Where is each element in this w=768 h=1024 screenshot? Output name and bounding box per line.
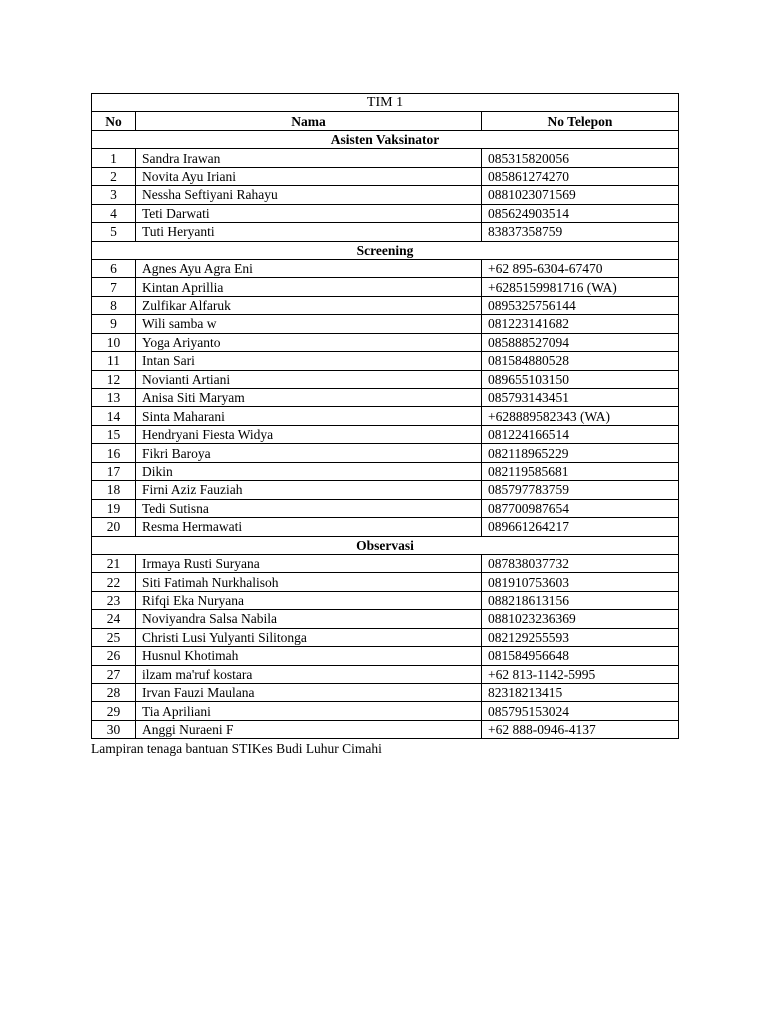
table-row [92,628,679,646]
row-name: Siti Fatimah Nurkhalisoh [136,573,482,591]
row-name: Irvan Fauzi Maulana [136,684,482,702]
row-number: 27 [92,665,136,683]
row-number: 26 [92,647,136,665]
row-number: 9 [92,315,136,333]
row-phone: 082129255593 [482,628,679,646]
header-name: Nama [136,112,482,130]
table-row [92,389,679,407]
row-name: Hendryani Fiesta Widya [136,425,482,443]
table-row [92,167,679,185]
table-row [92,259,679,277]
row-number: 8 [92,296,136,314]
row-name: Fikri Baroya [136,444,482,462]
table-row [92,315,679,333]
row-phone: +62 888-0946-4137 [482,720,679,738]
row-phone: +62 895-6304-67470 [482,259,679,277]
row-number: 10 [92,333,136,351]
row-number: 1 [92,149,136,167]
row-name: Sinta Maharani [136,407,482,425]
table-row [92,278,679,296]
row-phone: 0881023236369 [482,610,679,628]
row-name: Sandra Irawan [136,149,482,167]
row-name: Irmaya Rusti Suryana [136,554,482,572]
row-name: ilzam ma'ruf kostara [136,665,482,683]
row-phone: 83837358759 [482,223,679,241]
table-row [92,223,679,241]
row-phone: 085861274270 [482,167,679,185]
header-no: No [92,112,136,130]
table-row [92,702,679,720]
table-row [92,518,679,536]
row-name: Tuti Heryanti [136,223,482,241]
row-phone: 087838037732 [482,554,679,572]
section-title: Asisten Vaksinator [92,130,679,148]
row-phone: 085795153024 [482,702,679,720]
row-number: 5 [92,223,136,241]
row-number: 22 [92,573,136,591]
table-row [92,425,679,443]
row-phone: 081223141682 [482,315,679,333]
table-row [92,591,679,609]
row-number: 4 [92,204,136,222]
row-number: 11 [92,352,136,370]
table-row [92,647,679,665]
row-phone: 0895325756144 [482,296,679,314]
row-name: Dikin [136,462,482,480]
row-phone: 088218613156 [482,591,679,609]
section-row [92,130,679,148]
document-body [91,93,678,757]
section-title: Screening [92,241,679,259]
table-row [92,499,679,517]
row-phone: +62 813-1142-5995 [482,665,679,683]
row-number: 2 [92,167,136,185]
row-number: 21 [92,554,136,572]
row-name: Resma Hermawati [136,518,482,536]
row-number: 14 [92,407,136,425]
row-name: Anggi Nuraeni F [136,720,482,738]
row-number: 19 [92,499,136,517]
row-phone: 085797783759 [482,481,679,499]
row-name: Noviyandra Salsa Nabila [136,610,482,628]
row-name: Rifqi Eka Nuryana [136,591,482,609]
row-name: Yoga Ariyanto [136,333,482,351]
row-phone: 087700987654 [482,499,679,517]
footnote: Lampiran tenaga bantuan STIKes Budi Luhur Cimahi [91,741,382,757]
table-row [92,684,679,702]
row-phone: 085315820056 [482,149,679,167]
table-row [92,720,679,738]
row-number: 12 [92,370,136,388]
section-row [92,241,679,259]
row-number: 20 [92,518,136,536]
table-row [92,296,679,314]
table-row [92,407,679,425]
table-row [92,481,679,499]
row-name: Zulfikar Alfaruk [136,296,482,314]
row-phone: 081224166514 [482,425,679,443]
table-row [92,665,679,683]
row-phone: 82318213415 [482,684,679,702]
row-name: Tedi Sutisna [136,499,482,517]
row-number: 13 [92,389,136,407]
row-number: 28 [92,684,136,702]
row-name: Agnes Ayu Agra Eni [136,259,482,277]
table-row [92,462,679,480]
table-body [92,130,679,738]
row-phone: 089661264217 [482,518,679,536]
table-row [92,204,679,222]
row-number: 25 [92,628,136,646]
table-header-row [92,112,679,130]
table-row [92,554,679,572]
row-name: Tia Apriliani [136,702,482,720]
table-row [92,333,679,351]
row-phone: 085793143451 [482,389,679,407]
team-table [91,93,679,739]
row-name: Nessha Seftiyani Rahayu [136,186,482,204]
row-phone: +6285159981716 (WA) [482,278,679,296]
row-number: 18 [92,481,136,499]
row-name: Husnul Khotimah [136,647,482,665]
table-title-row [92,94,679,112]
row-number: 3 [92,186,136,204]
row-name: Wili samba w [136,315,482,333]
section-title: Observasi [92,536,679,554]
row-name: Novita Ayu Iriani [136,167,482,185]
row-number: 23 [92,591,136,609]
row-phone: 089655103150 [482,370,679,388]
row-name: Kintan Aprillia [136,278,482,296]
row-phone: 082119585681 [482,462,679,480]
table-row [92,444,679,462]
row-phone: 085888527094 [482,333,679,351]
row-name: Anisa Siti Maryam [136,389,482,407]
row-number: 17 [92,462,136,480]
row-phone: 0881023071569 [482,186,679,204]
row-number: 15 [92,425,136,443]
row-name: Novianti Artiani [136,370,482,388]
row-number: 7 [92,278,136,296]
table-row [92,573,679,591]
row-phone: 081584880528 [482,352,679,370]
row-phone: 081910753603 [482,573,679,591]
row-phone: 085624903514 [482,204,679,222]
section-row [92,536,679,554]
row-name: Intan Sari [136,352,482,370]
table-row [92,610,679,628]
row-number: 6 [92,259,136,277]
table-row [92,149,679,167]
table-row [92,186,679,204]
row-number: 24 [92,610,136,628]
row-phone: +628889582343 (WA) [482,407,679,425]
row-name: Firni Aziz Fauziah [136,481,482,499]
row-phone: 081584956648 [482,647,679,665]
row-phone: 082118965229 [482,444,679,462]
row-name: Teti Darwati [136,204,482,222]
row-number: 16 [92,444,136,462]
row-name: Christi Lusi Yulyanti Silitonga [136,628,482,646]
row-number: 30 [92,720,136,738]
row-number: 29 [92,702,136,720]
table-row [92,352,679,370]
header-phone: No Telepon [482,112,679,130]
table-row [92,370,679,388]
table-title: TIM 1 [92,94,679,112]
